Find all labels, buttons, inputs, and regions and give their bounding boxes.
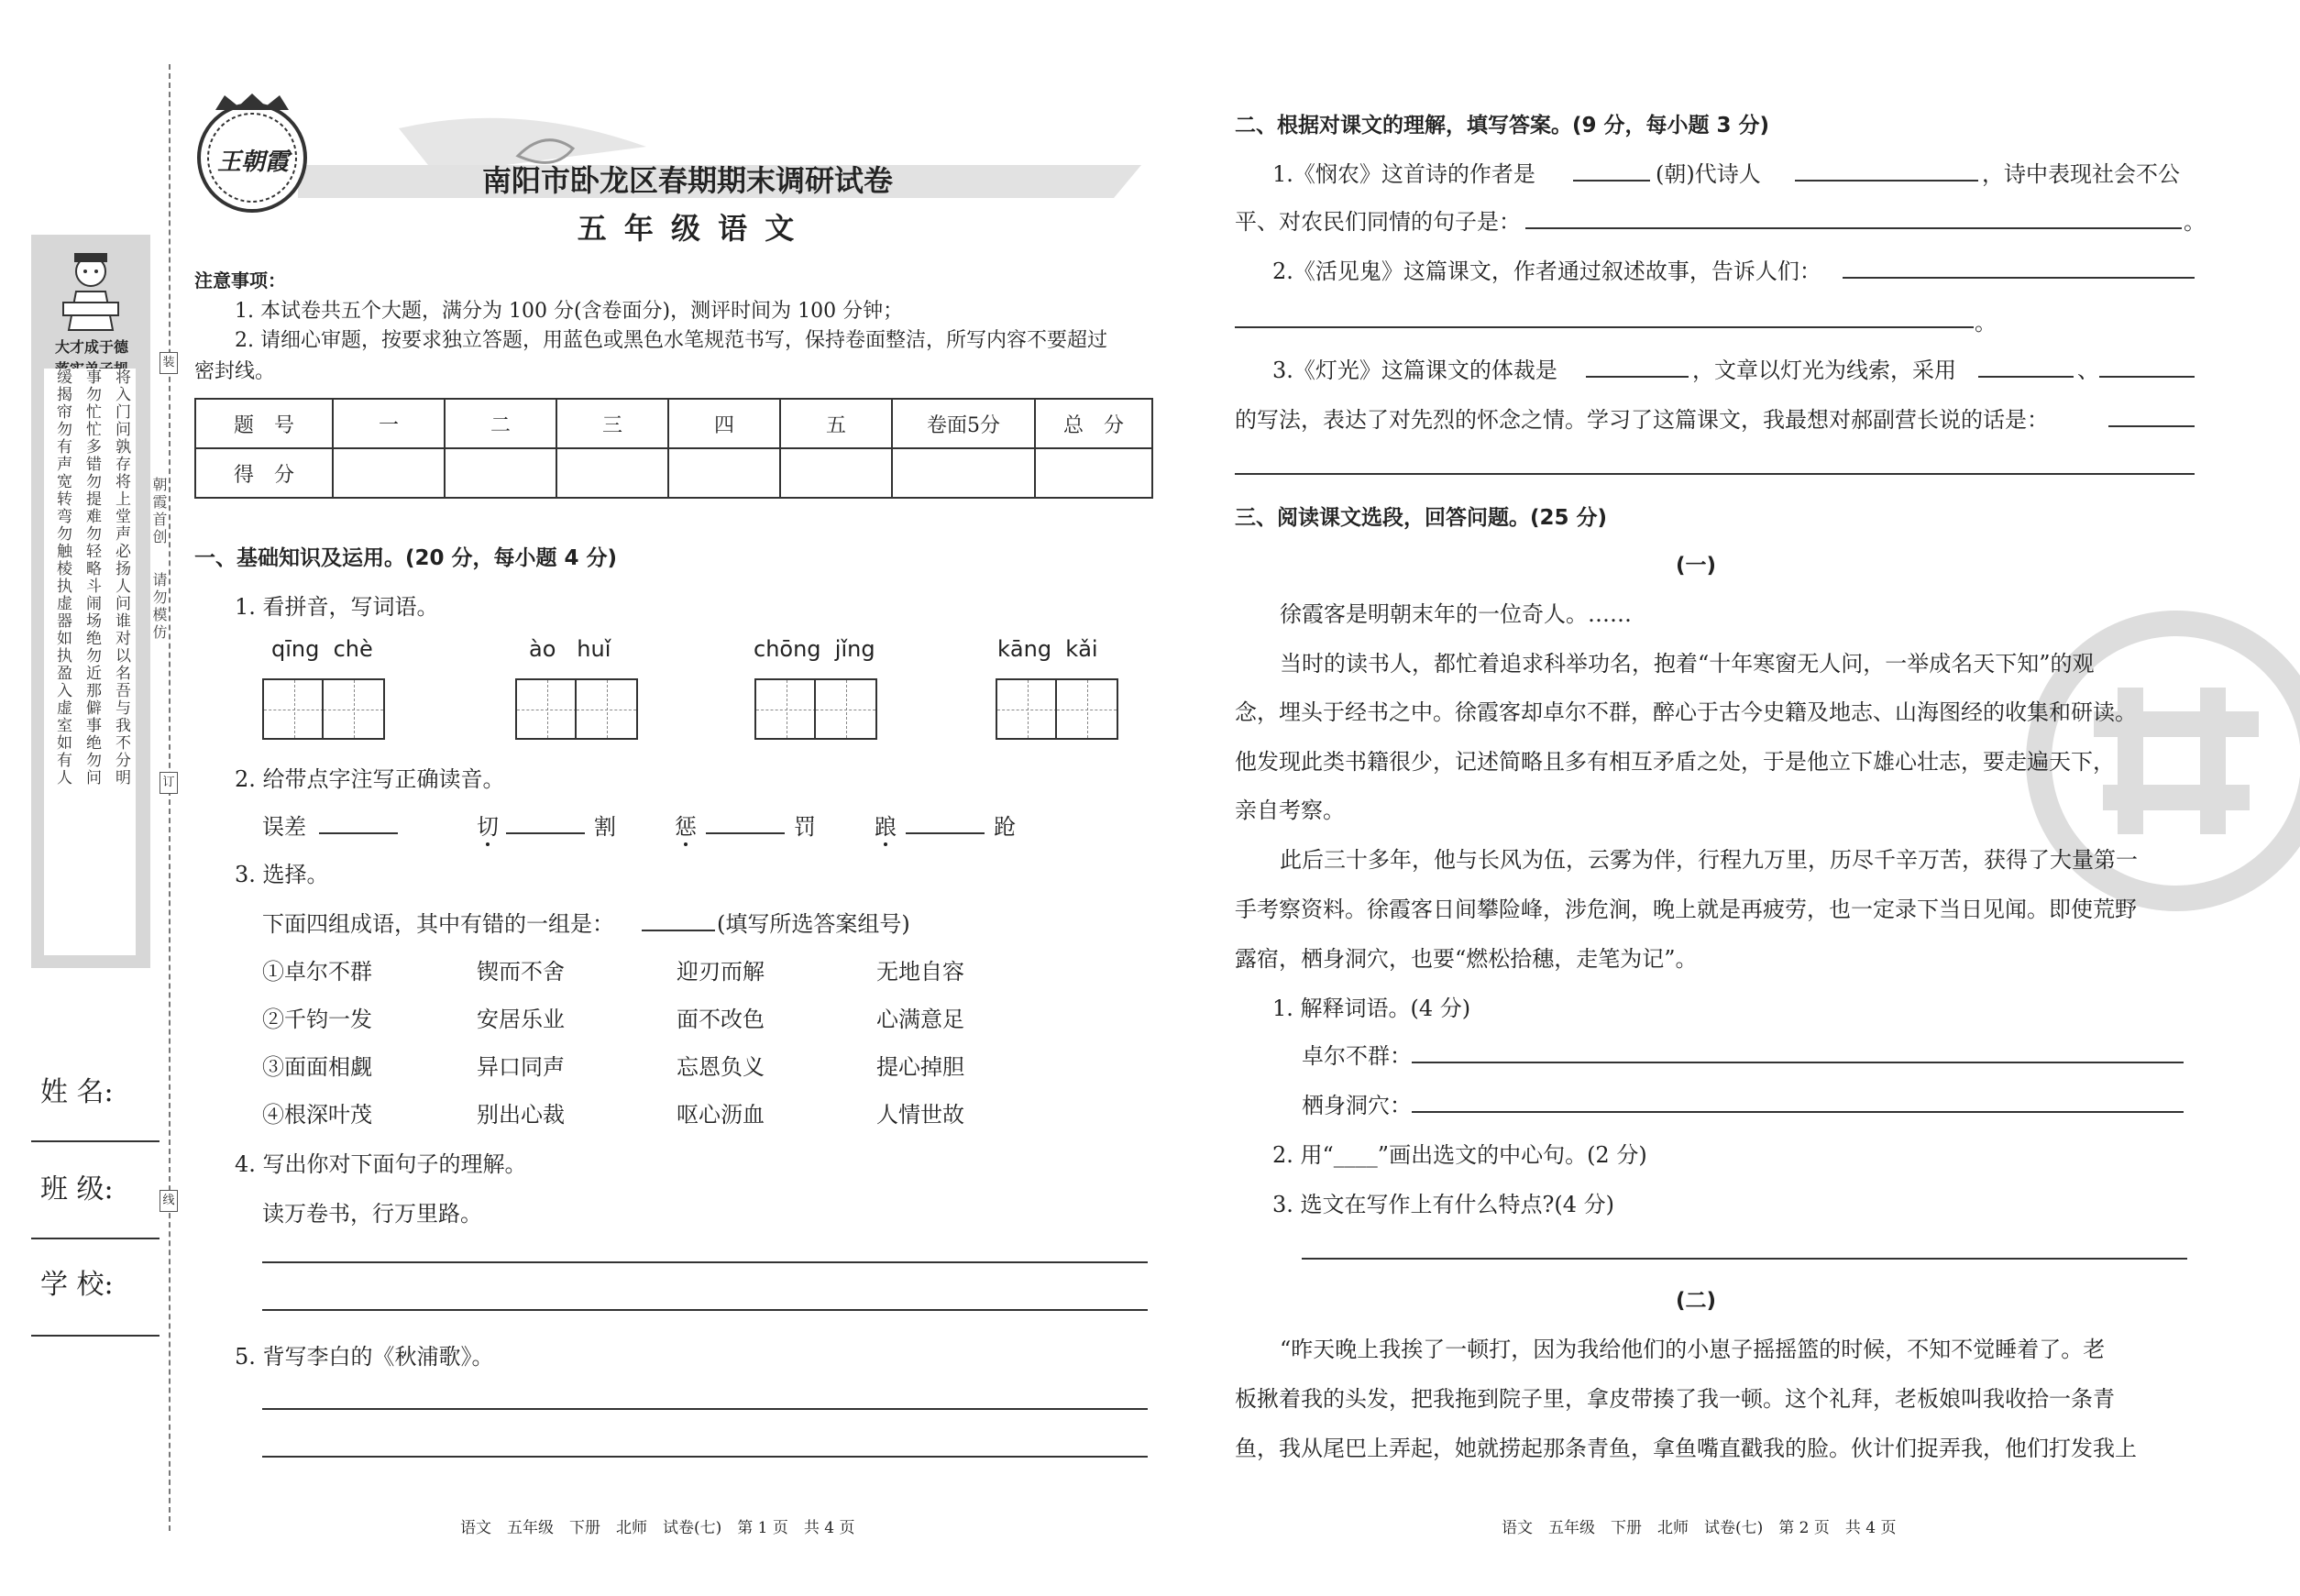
exam-subtitle: 五 年 级 语 文 [577, 211, 798, 246]
scholar-figure-icon [54, 248, 127, 332]
passage1-line: 此后三十多年，他与长风为伍，云雾为伴，行程九万里，历尽千辛万苦，获得了大量第一 [1280, 847, 2138, 873]
score-cell[interactable] [780, 448, 892, 498]
pinyin-2: ào huǐ [529, 636, 611, 662]
s2-q1-part-b: (朝)代诗人 [1656, 161, 1761, 187]
s2-q3-part-b: ，文章以灯光为线索，采用 [1692, 358, 1956, 383]
writing-box[interactable] [322, 678, 385, 740]
passage1-line: 亲自考察。 [1235, 798, 1345, 823]
idiom: ③面面相觑 [262, 1054, 372, 1080]
q3-prompt: 下面四组成语，其中有错的一组是： [262, 911, 614, 937]
class-label: 班 级: [40, 1173, 114, 1205]
q2-item-1 [262, 809, 306, 841]
seal-dashed-line [169, 64, 171, 1531]
exam-title: 南阳市卧龙区春期期末调研试卷 [481, 163, 893, 198]
q2-char: 罚 [794, 814, 816, 840]
reading-q1-term-a: 卓尔不群： [1302, 1043, 1412, 1069]
writing-box[interactable] [996, 678, 1059, 740]
q3-hint: (填写所选答案组号) [717, 911, 910, 937]
section2-title: 二、根据对课文的理解，填写答案。(9 分，每小题 3 分) [1235, 114, 1770, 138]
dizigui-col-2: 事勿忙忙多错勿提难勿轻略斗闹场绝勿近那僻事绝勿问 [83, 369, 101, 787]
pinyin-4: kāng kǎi [997, 636, 1098, 662]
s2-q2-blank-1[interactable] [1843, 277, 2195, 279]
section1-title: 一、基础知识及运用。(20 分，每小题 4 分) [194, 546, 618, 570]
seal-mark-2: 订 [160, 772, 178, 794]
idiom: ④根深叶茂 [262, 1102, 372, 1128]
idiom: 异口同声 [477, 1054, 565, 1080]
part2-title: (二) [1675, 1289, 1717, 1313]
period: 。 [1975, 310, 1997, 336]
idiom: 安居乐业 [477, 1007, 565, 1032]
idiom: 提心掉胆 [876, 1054, 964, 1080]
s2-q3-blank-1[interactable] [1586, 376, 1689, 378]
idiom: 面不改色 [677, 1007, 765, 1032]
left-footer: 语文 五年级 下册 北师 试卷(七) 第 1 页 共 4 页 [460, 1519, 855, 1537]
score-row-label: 得 分 [195, 448, 333, 498]
idiom: 别出心裁 [477, 1102, 565, 1128]
score-cell[interactable] [892, 448, 1035, 498]
score-table-header [195, 399, 1152, 448]
dotted-char: 踉 [875, 809, 897, 841]
s2-q2-blank-2[interactable] [1235, 326, 1974, 328]
score-cell[interactable] [556, 448, 668, 498]
passage1-line: 他发现此类书籍很少，记述简略且多有相互矛盾之处，于是他立下雄心壮志，要走遍天下， [1235, 749, 2115, 775]
s2-q1-part-d: 平、对农民们同情的句子是： [1235, 209, 1521, 235]
idiom: 呕心沥血 [677, 1102, 765, 1128]
writing-box[interactable] [814, 678, 877, 740]
notice-title: 注意事项： [194, 270, 286, 292]
reading-q1-term-b: 栖身洞穴： [1302, 1093, 1412, 1118]
brand-logo-text: 王朝霞 [216, 149, 289, 176]
passage1-intro: 徐霞客是明朝末年的一位奇人。…… [1280, 601, 1632, 627]
s2-q1-part-a: 1.《悯农》这首诗的作者是 [1272, 161, 1535, 187]
q2-word: 误差 [262, 814, 306, 840]
reading-q3: 3. 选文在写作上有什么特点?(4 分) [1272, 1192, 1615, 1217]
dotted-char: 切 [477, 809, 499, 841]
q2-blank-3[interactable] [706, 832, 785, 834]
idiom: 人情世故 [876, 1102, 964, 1128]
s2-q3-blank-5[interactable] [1235, 473, 2195, 475]
dunhao: 、 [2077, 358, 2099, 383]
seal-mark-1: 装 [160, 352, 178, 374]
score-header-cell: 总 分 [1035, 399, 1152, 448]
idiom: 无地自容 [876, 959, 964, 985]
q5-text: 5. 背写李白的《秋浦歌》。 [235, 1344, 494, 1370]
pinyin-3: chōng jǐng [754, 636, 875, 662]
idiom: 迎刃而解 [677, 959, 765, 985]
notice-2: 2. 请细心审题，按要求独立答题，用蓝色或黑色水笔规范书写，保持卷面整洁，所写内容不要超过 [235, 329, 1107, 352]
reading-q1-blank-b[interactable] [1412, 1111, 2184, 1113]
s2-q1-blank-3[interactable] [1525, 227, 2182, 229]
score-header-cell: 五 [780, 399, 892, 448]
score-cell[interactable] [1035, 448, 1152, 498]
reading-q1: 1. 解释词语。(4 分) [1272, 996, 1471, 1021]
writing-box[interactable] [575, 678, 638, 740]
passage2-line: 板揪着我的头发，把我拖到院子里，拿皮带揍了我一顿。这个礼拜，老板娘叫我收拾一条青 [1235, 1386, 2115, 1412]
score-table-row [195, 448, 1152, 498]
passage2-line: “昨天晚上我挨了一顿打，因为我给他们的小崽子摇摇篮的时候，不知不觉睡着了。老 [1280, 1337, 2106, 1362]
score-cell[interactable] [668, 448, 780, 498]
answer-line[interactable] [262, 1309, 1148, 1311]
s2-q3-blank-2[interactable] [1978, 376, 2074, 378]
writing-box[interactable] [754, 678, 818, 740]
writing-box[interactable] [1055, 678, 1118, 740]
q2-blank-2[interactable] [506, 832, 585, 834]
q3-blank[interactable] [642, 930, 715, 931]
s2-q1-blank-2[interactable] [1795, 180, 1978, 182]
notice-1: 1. 本试卷共五个大题，满分为 100 分(含卷面分)，测评时间为 100 分钟； [235, 300, 904, 323]
s2-q1-blank-1[interactable] [1573, 180, 1650, 182]
school-label: 学 校: [40, 1269, 114, 1301]
seal-mark-3: 线 [160, 1190, 178, 1212]
writing-box[interactable] [515, 678, 578, 740]
q4-sentence: 读万卷书，行万里路。 [262, 1201, 482, 1227]
writing-box[interactable] [262, 678, 325, 740]
pinyin-1: qīng chè [271, 636, 373, 662]
score-cell[interactable] [333, 448, 445, 498]
q2-item-4 [875, 809, 897, 841]
answer-line[interactable] [262, 1408, 1148, 1410]
score-header-cell: 卷面5分 [892, 399, 1035, 448]
q4-text: 4. 写出你对下面句子的理解。 [235, 1151, 527, 1177]
idiom: 忘恩负义 [677, 1054, 765, 1080]
vertical-note-1: 朝霞首创 [150, 477, 168, 546]
score-header-cell: 一 [333, 399, 445, 448]
q1-text: 1. 看拼音，写词语。 [235, 594, 439, 620]
idiom: ①卓尔不群 [262, 959, 372, 985]
dotted-char: 惩 [675, 809, 697, 841]
q2-item-2 [477, 809, 499, 841]
notice-3: 密封线。 [194, 360, 276, 383]
score-header-cell: 二 [445, 399, 556, 448]
q3-text: 3. 选择。 [235, 862, 329, 887]
passage1-line: 露宿，栖身洞穴，也要“燃松拾穗，走笔为记”。 [1235, 946, 1698, 972]
q2-item-3 [675, 809, 697, 841]
s2-q3-part-c: 的写法，表达了对先烈的怀念之情。学习了这篇课文，我最想对郝副营长说的话是： [1235, 407, 2049, 433]
answer-line[interactable] [262, 1456, 1148, 1458]
passage2-line: 鱼，我从尾巴上弄起，她就捞起那条青鱼，拿鱼嘴直戳我的脸。伙计们捉弄我，他们打发我上 [1235, 1436, 2137, 1461]
q2-char: 跄 [994, 814, 1016, 840]
school-field[interactable] [31, 1335, 160, 1337]
s2-q2-text: 2.《活见鬼》这篇课文，作者通过叙述故事，告诉人们： [1272, 259, 1821, 284]
passage1-line: 念，埋头于经书之中。徐霞客却卓尔不群，醉心于古今史籍及地志、山海图经的收集和研读。 [1235, 699, 2137, 725]
passage1-line: 当时的读书人，都忙着追求科举功名，抱着“十年寒窗无人问，一举成名天下知”的观 [1280, 651, 2095, 677]
score-header-cell: 三 [556, 399, 668, 448]
q2-text: 2. 给带点字注写正确读音。 [235, 766, 505, 792]
dizigui-col-1: 将入门问孰存将上堂声必扬人问谁对以名吾与我不分明 [112, 369, 130, 787]
class-field[interactable] [31, 1238, 160, 1239]
idiom: 心满意足 [876, 1007, 964, 1032]
score-table [194, 398, 1153, 499]
section3-title: 三、阅读课文选段，回答问题。(25 分) [1235, 506, 1608, 530]
vertical-note-2: 请勿模仿 [150, 572, 168, 642]
motto-line-1: 大才成于德 [54, 338, 128, 356]
q2-blank-1[interactable] [319, 832, 398, 834]
score-cell[interactable] [445, 448, 556, 498]
right-footer: 语文 五年级 下册 北师 试卷(七) 第 2 页 共 4 页 [1502, 1519, 1897, 1537]
part1-title: (一) [1675, 554, 1717, 578]
reading-q1-blank-a[interactable] [1412, 1062, 2184, 1063]
s2-q3-blank-4[interactable] [2108, 425, 2195, 427]
dizigui-text [44, 369, 136, 955]
passage1-line: 手考察资料。徐霞客日间攀险峰，涉危涧，晚上就是再疲劳，也一定录下当日见闻。即使荒野 [1235, 897, 2137, 922]
q2-blank-4[interactable] [906, 832, 985, 834]
period: 。 [2184, 209, 2206, 235]
dizigui-col-3: 缓揭帘勿有声宽转弯勿触棱执虚器如执盈入虚室如有人 [53, 369, 72, 787]
answer-line[interactable] [1302, 1258, 2187, 1260]
idiom: 锲而不舍 [477, 959, 565, 985]
reading-q2: 2. 用“____”画出选文的中心句。(2 分) [1272, 1142, 1647, 1168]
name-label: 姓 名: [40, 1076, 114, 1108]
s2-q3-part-a: 3.《灯光》这篇课文的体裁是 [1272, 358, 1557, 383]
answer-line[interactable] [262, 1261, 1148, 1263]
s2-q1-part-c: ，诗中表现社会不公 [1982, 161, 2180, 187]
q2-char: 割 [594, 814, 616, 840]
name-field[interactable] [31, 1140, 160, 1142]
idiom: ②千钧一发 [262, 1007, 372, 1032]
s2-q3-blank-3[interactable] [2099, 376, 2195, 378]
score-header-cell: 四 [668, 399, 780, 448]
score-header-cell: 题 号 [195, 399, 333, 448]
